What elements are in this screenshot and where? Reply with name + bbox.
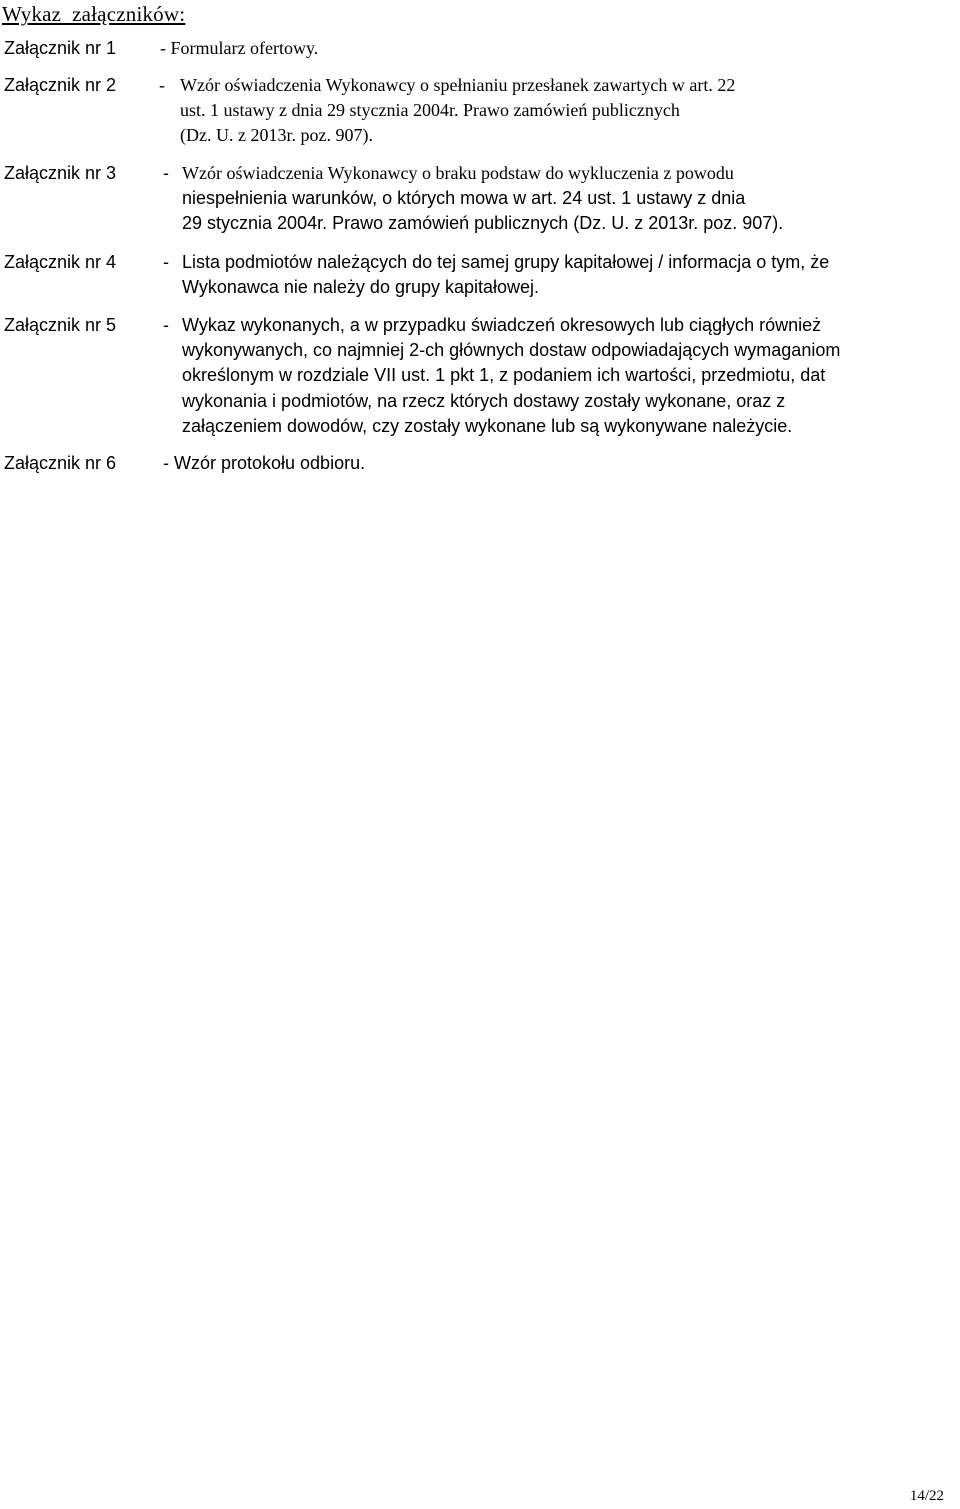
description-line: załączeniem dowodów, czy zostały wykonane lub są wykonywane należycie. [182,415,793,436]
attachment-label: Załącznik nr 5 [4,315,117,335]
description-line: - Formularz ofertowy. [160,38,319,58]
description-line: Lista podmiotów należących do tej samej grupy kapitałowej / informacja o tym, że [182,252,830,272]
description-line: (Dz. U. z 2013r. poz. 907). [180,125,373,146]
attachment-label: Załącznik nr 2 [4,75,117,95]
description-line: Wzór oświadczenia Wykonawcy o spełnianiu przesłanek zawartych w art. 22 [180,75,736,95]
list-dash: - [159,75,165,95]
description-line: niespełnienia warunków, o których mowa w art. 24 ust. 1 ustawy z dnia [182,188,746,209]
list-dash: - [163,163,169,183]
list-dash: - [163,252,169,272]
description-line: - Wzór protokołu odbioru. [163,453,366,473]
attachment-description [182,161,783,237]
attachment-label: Załącznik nr 4 [4,252,117,272]
attachment-label: Załącznik nr 3 [4,163,117,183]
description-line: Wykonawca nie należy do grupy kapitałowej. [182,277,540,298]
attachment-label: Załącznik nr 6 [4,453,117,473]
description-line: Wzór oświadczenia Wykonawcy o braku podstaw do wykluczenia z powodu [182,163,734,183]
description-line: wykonania i podmiotów, na rzecz których dostawy zostały wykonane, oraz z [182,390,786,411]
description-line: określonym w rozdziale VII ust. 1 pkt 1, z podaniem ich wartości, przedmiotu, dat [182,365,826,386]
description-line: ust. 1 ustawy z dnia 29 stycznia 2004r. Prawo zamówień publicznych [180,100,680,121]
description-line: 29 stycznia 2004r. Prawo zamówień publicznych (Dz. U. z 2013r. poz. 907). [182,213,784,234]
attachment-description [163,451,365,476]
attachment-description [182,313,840,439]
attachment-description [160,36,318,61]
page-number: 14/22 [909,1488,944,1504]
attachment-label: Załącznik nr 1 [4,38,117,58]
description-line: wykonywanych, co najmniej 2-ch głównych dostaw odpowiadających wymaganiom [182,340,841,361]
list-dash: - [163,315,169,335]
description-line: Wykaz wykonanych, a w przypadku świadczeń okresowych lub ciągłych również [182,315,822,335]
page-title: Wykaz załączników: [2,2,186,26]
attachment-description [182,250,829,300]
attachment-description [180,73,735,149]
